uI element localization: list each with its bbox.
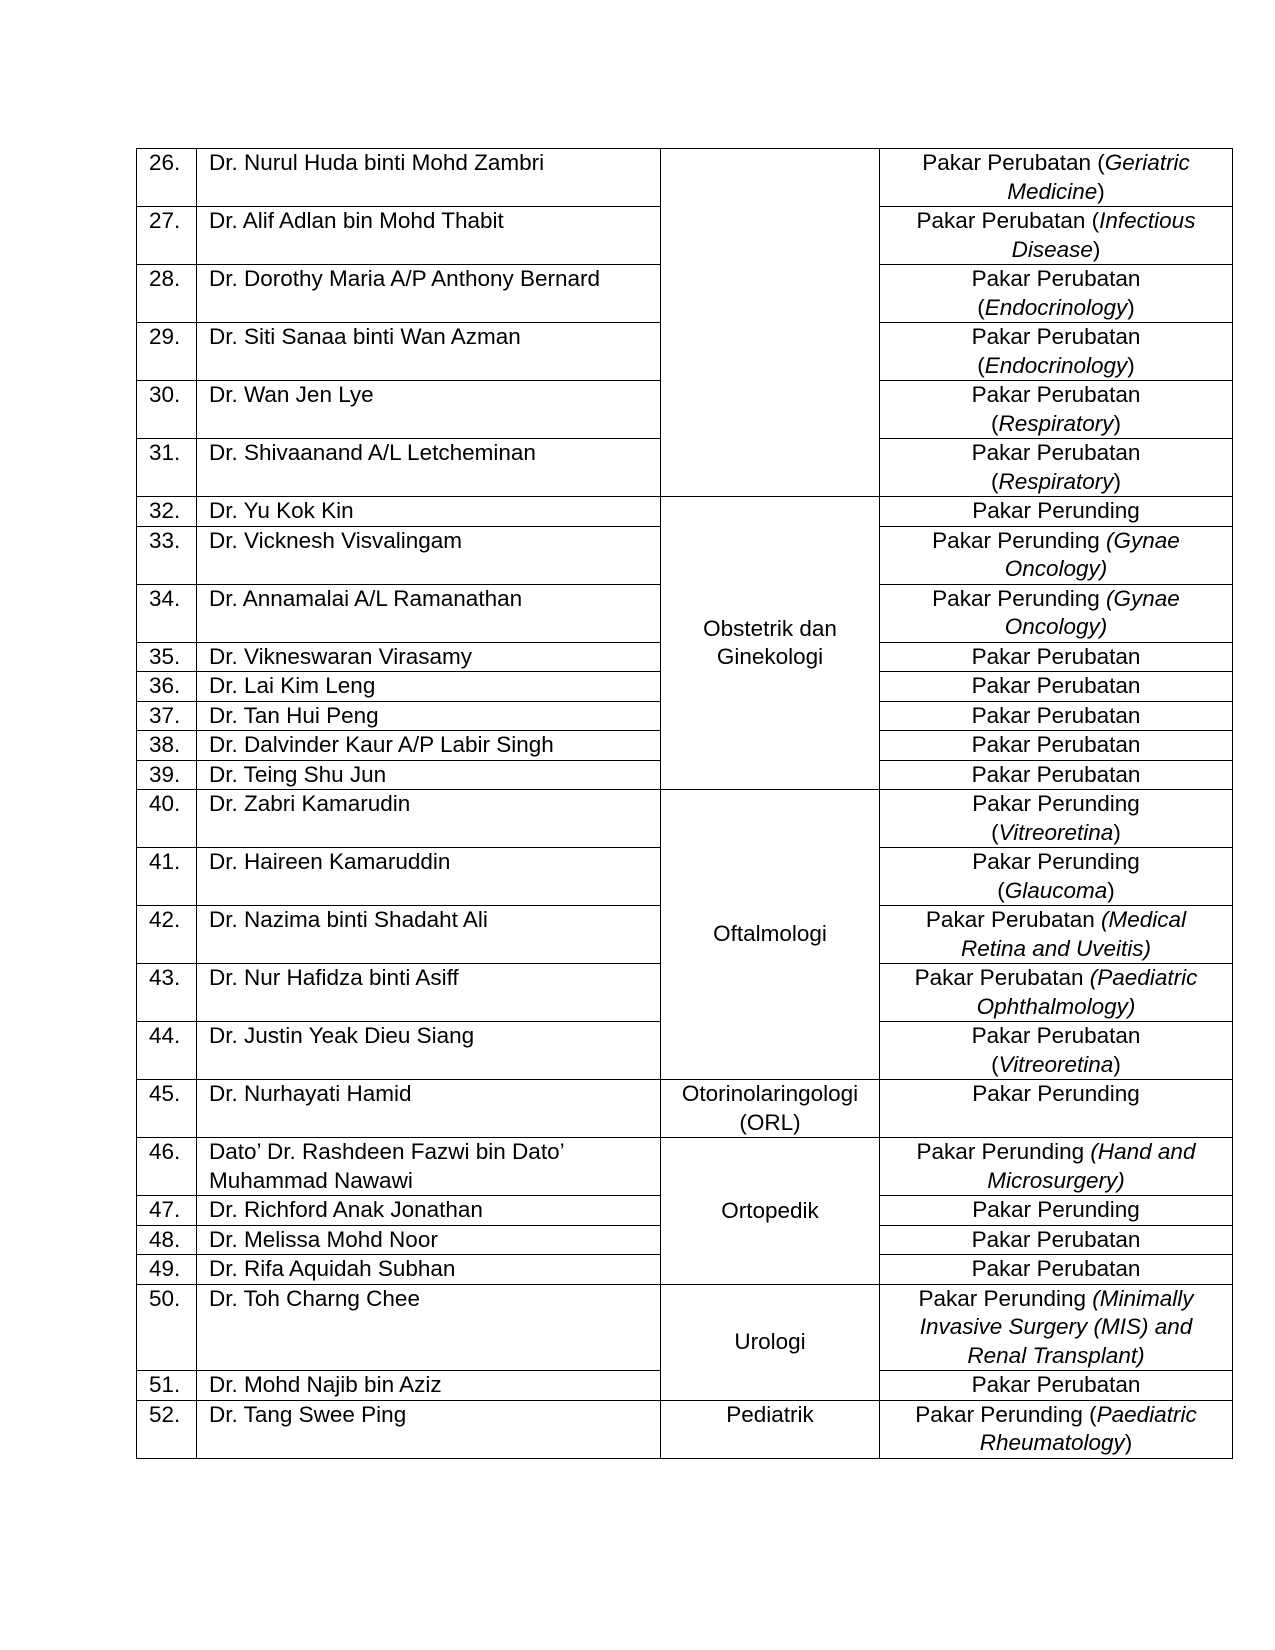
position-cell bbox=[880, 1080, 1233, 1138]
position-line bbox=[884, 236, 1228, 265]
position-cell bbox=[880, 381, 1233, 439]
doctor-name: Dr. Vikneswaran Virasamy bbox=[197, 642, 661, 672]
row-number: 39. bbox=[137, 760, 197, 790]
doctor-name: Dr. Tang Swee Ping bbox=[197, 1400, 661, 1458]
position-text: ( bbox=[991, 819, 999, 845]
row-number: 30. bbox=[137, 381, 197, 439]
subspecialty-text: Endocrinology bbox=[984, 352, 1128, 378]
position-cell bbox=[880, 731, 1233, 761]
position-text: Pakar Perubatan bbox=[971, 266, 1141, 291]
position-text: Pakar Perubatan bbox=[925, 907, 1102, 932]
position-text: Pakar Perunding bbox=[972, 498, 1140, 523]
subspecialty-text: Respiratory bbox=[998, 468, 1114, 494]
position-line bbox=[884, 468, 1228, 497]
specialist-table bbox=[136, 148, 1233, 1459]
row-number: 26. bbox=[137, 149, 197, 207]
subspecialty-text: Vitreoretina bbox=[998, 819, 1114, 845]
subspecialty-text: Medicine bbox=[1007, 178, 1098, 204]
position-line bbox=[884, 555, 1228, 584]
row-number: 27. bbox=[137, 207, 197, 265]
row-number: 44. bbox=[137, 1022, 197, 1080]
department-line: (ORL) bbox=[739, 1109, 801, 1135]
table-row bbox=[137, 1138, 1233, 1196]
department-line: Pediatrik bbox=[726, 1401, 814, 1427]
position-line bbox=[884, 672, 1228, 701]
position-cell bbox=[880, 497, 1233, 527]
position-line bbox=[884, 497, 1228, 526]
position-text: Pakar Perunding bbox=[972, 791, 1140, 816]
row-number: 45. bbox=[137, 1080, 197, 1138]
row-number: 43. bbox=[137, 964, 197, 1022]
doctor-name: Dr. Teing Shu Jun bbox=[197, 760, 661, 790]
doctor-name: Dr. Toh Charng Chee bbox=[197, 1284, 661, 1371]
subspecialty-text: Invasive Surgery (MIS) and bbox=[919, 1314, 1193, 1339]
department-cell bbox=[661, 1400, 880, 1458]
table-row bbox=[137, 790, 1233, 848]
position-line bbox=[884, 323, 1228, 352]
position-text: ) bbox=[1127, 294, 1135, 320]
position-text: Pakar Perubatan bbox=[971, 1023, 1141, 1048]
position-line bbox=[884, 1138, 1228, 1167]
position-line bbox=[884, 1196, 1228, 1225]
position-line bbox=[884, 585, 1228, 614]
position-text: ) bbox=[1097, 178, 1105, 204]
position-cell bbox=[880, 1371, 1233, 1401]
position-text: Pakar Perubatan bbox=[971, 382, 1141, 407]
position-cell bbox=[880, 906, 1233, 964]
subspecialty-text: Glaucoma bbox=[1004, 877, 1108, 903]
row-number: 42. bbox=[137, 906, 197, 964]
position-text: Pakar Perunding ( bbox=[915, 1401, 1097, 1427]
doctor-name: Dr. Yu Kok Kin bbox=[197, 497, 661, 527]
subspecialty-text: Endocrinology bbox=[984, 294, 1128, 320]
position-cell bbox=[880, 1196, 1233, 1226]
position-cell bbox=[880, 1400, 1233, 1458]
subspecialty-text: (Hand and bbox=[1090, 1139, 1196, 1164]
doctor-name: Dr. Mohd Najib bin Aziz bbox=[197, 1371, 661, 1401]
position-line bbox=[884, 1022, 1228, 1051]
table-row bbox=[137, 1400, 1233, 1458]
doctor-name: Dr. Siti Sanaa binti Wan Azman bbox=[197, 323, 661, 381]
position-text: ( bbox=[990, 468, 999, 494]
position-text: ( bbox=[997, 877, 1005, 903]
position-text: ) bbox=[1113, 468, 1122, 494]
position-cell bbox=[880, 265, 1233, 323]
table-row bbox=[137, 149, 1233, 207]
position-cell bbox=[880, 790, 1233, 848]
position-text: Pakar Perunding bbox=[972, 1081, 1140, 1106]
doctor-name: Dr. Annamalai A/L Ramanathan bbox=[197, 584, 661, 642]
position-cell bbox=[880, 1255, 1233, 1285]
doctor-name: Dr. Rifa Aquidah Subhan bbox=[197, 1255, 661, 1285]
department-line: Urologi bbox=[734, 1328, 806, 1354]
position-cell bbox=[880, 760, 1233, 790]
position-text: Pakar Perunding bbox=[932, 527, 1107, 553]
position-line bbox=[884, 381, 1228, 410]
row-number: 28. bbox=[137, 265, 197, 323]
position-text: Pakar Perunding bbox=[972, 1197, 1140, 1222]
position-line bbox=[884, 731, 1228, 760]
position-line bbox=[884, 1342, 1228, 1371]
row-number: 49. bbox=[137, 1255, 197, 1285]
position-text: Pakar Perubatan bbox=[971, 1256, 1141, 1281]
row-number: 33. bbox=[137, 526, 197, 584]
department-line: Obstetrik dan bbox=[703, 615, 837, 641]
position-line bbox=[884, 819, 1228, 848]
position-line bbox=[884, 1313, 1228, 1342]
position-text: Pakar Perunding bbox=[916, 1139, 1091, 1164]
doctor-name: Dr. Alif Adlan bin Mohd Thabit bbox=[197, 207, 661, 265]
position-text: Pakar Perubatan bbox=[971, 1372, 1141, 1397]
position-cell bbox=[880, 701, 1233, 731]
position-text: Pakar Perubatan bbox=[971, 643, 1141, 669]
position-cell bbox=[880, 1284, 1233, 1371]
position-line bbox=[884, 1285, 1228, 1314]
position-line bbox=[884, 1255, 1228, 1284]
subspecialty-text: Geriatric bbox=[1104, 150, 1190, 175]
position-text: ( bbox=[991, 1051, 999, 1077]
position-line bbox=[884, 848, 1228, 877]
position-line bbox=[884, 613, 1228, 642]
position-text: Pakar Perubatan bbox=[971, 673, 1141, 698]
position-cell bbox=[880, 323, 1233, 381]
row-number: 38. bbox=[137, 731, 197, 761]
subspecialty-text: Microsurgery) bbox=[987, 1167, 1125, 1193]
position-line bbox=[884, 906, 1228, 935]
row-number: 52. bbox=[137, 1400, 197, 1458]
position-text: Pakar Perubatan bbox=[914, 965, 1090, 990]
position-text: ) bbox=[1113, 819, 1121, 845]
doctor-name: Dr. Justin Yeak Dieu Siang bbox=[197, 1022, 661, 1080]
doctor-name: Dr. Richford Anak Jonathan bbox=[197, 1196, 661, 1226]
department-cell bbox=[661, 1284, 880, 1400]
row-number: 46. bbox=[137, 1138, 197, 1196]
position-text: Pakar Perunding bbox=[972, 849, 1140, 874]
position-text: ) bbox=[1124, 1430, 1133, 1455]
department-cell bbox=[661, 497, 880, 790]
department-cell bbox=[661, 1138, 880, 1285]
subspecialty-text: Retina and Uveitis) bbox=[960, 935, 1152, 961]
subspecialty-text: Ophthalmology) bbox=[976, 993, 1136, 1019]
subspecialty-text: Vitreoretina bbox=[998, 1051, 1114, 1077]
subspecialty-text: Oncology) bbox=[1004, 614, 1108, 639]
doctor-name: Dr. Vicknesh Visvalingam bbox=[197, 526, 661, 584]
department-cell bbox=[661, 1080, 880, 1138]
position-text: ) bbox=[1107, 877, 1115, 903]
row-number: 47. bbox=[137, 1196, 197, 1226]
position-line bbox=[884, 761, 1228, 790]
doctor-name: Dr. Nurul Huda binti Mohd Zambri bbox=[197, 149, 661, 207]
doctor-name: Dr. Lai Kim Leng bbox=[197, 672, 661, 702]
row-number: 37. bbox=[137, 701, 197, 731]
position-line bbox=[884, 1167, 1228, 1196]
subspecialty-text: (Gynae bbox=[1106, 527, 1180, 553]
position-text: Pakar Perubatan ( bbox=[916, 208, 1100, 233]
position-text: ( bbox=[990, 410, 999, 436]
row-number: 50. bbox=[137, 1284, 197, 1371]
subspecialty-text: Disease bbox=[1011, 236, 1093, 262]
department-line: Ortopedik bbox=[721, 1197, 819, 1223]
position-text: ) bbox=[1113, 1051, 1121, 1077]
position-line bbox=[884, 877, 1228, 906]
position-line bbox=[884, 352, 1228, 381]
position-cell bbox=[880, 1138, 1233, 1196]
subspecialty-text: Paediatric bbox=[1096, 1401, 1197, 1427]
row-number: 35. bbox=[137, 642, 197, 672]
department-cell bbox=[661, 149, 880, 497]
position-text: ) bbox=[1113, 410, 1122, 436]
row-number: 40. bbox=[137, 790, 197, 848]
row-number: 48. bbox=[137, 1225, 197, 1255]
position-cell bbox=[880, 1022, 1233, 1080]
row-number: 41. bbox=[137, 848, 197, 906]
position-line bbox=[884, 265, 1228, 294]
position-line bbox=[884, 410, 1228, 439]
doctor-name: Dato’ Dr. Rashdeen Fazwi bin Dato’ Muhammad Nawawi bbox=[197, 1138, 661, 1196]
position-line bbox=[884, 207, 1228, 236]
position-text: ( bbox=[977, 294, 985, 320]
subspecialty-text: Oncology) bbox=[1004, 556, 1108, 581]
position-line bbox=[884, 149, 1228, 178]
position-line bbox=[884, 294, 1228, 323]
row-number: 36. bbox=[137, 672, 197, 702]
position-line bbox=[884, 1226, 1228, 1255]
position-text: Pakar Perunding bbox=[918, 1285, 1093, 1311]
doctor-name: Dr. Tan Hui Peng bbox=[197, 701, 661, 731]
position-line bbox=[884, 964, 1228, 993]
position-line bbox=[884, 993, 1228, 1022]
subspecialty-text: Infectious bbox=[1099, 208, 1196, 233]
position-cell bbox=[880, 848, 1233, 906]
position-text: Pakar Perunding bbox=[932, 585, 1107, 611]
position-cell bbox=[880, 526, 1233, 584]
table-body bbox=[137, 149, 1233, 1459]
position-line bbox=[884, 439, 1228, 468]
position-text: ) bbox=[1127, 352, 1135, 378]
row-number: 29. bbox=[137, 323, 197, 381]
subspecialty-text: (Medical bbox=[1101, 907, 1187, 932]
position-cell bbox=[880, 584, 1233, 642]
position-cell bbox=[880, 149, 1233, 207]
position-cell bbox=[880, 642, 1233, 672]
doctor-name: Dr. Dorothy Maria A/P Anthony Bernard bbox=[197, 265, 661, 323]
department-line: Oftalmologi bbox=[713, 921, 827, 947]
position-text: ( bbox=[977, 352, 985, 378]
doctor-name: Dr. Shivaanand A/L Letcheminan bbox=[197, 439, 661, 497]
position-text: Pakar Perubatan ( bbox=[922, 150, 1105, 175]
position-line bbox=[884, 935, 1228, 964]
subspecialty-text: Respiratory bbox=[998, 410, 1114, 436]
doctor-name: Dr. Zabri Kamarudin bbox=[197, 790, 661, 848]
department-line: Ginekologi bbox=[716, 644, 824, 669]
position-cell bbox=[880, 964, 1233, 1022]
position-line bbox=[884, 527, 1228, 556]
table-row bbox=[137, 497, 1233, 527]
subspecialty-text: Rheumatology bbox=[979, 1430, 1125, 1455]
table-row bbox=[137, 1284, 1233, 1371]
row-number: 51. bbox=[137, 1371, 197, 1401]
doctor-name: Dr. Dalvinder Kaur A/P Labir Singh bbox=[197, 731, 661, 761]
position-line bbox=[884, 1051, 1228, 1080]
doctor-name: Dr. Haireen Kamaruddin bbox=[197, 848, 661, 906]
doctor-name: Dr. Wan Jen Lye bbox=[197, 381, 661, 439]
position-line bbox=[884, 1429, 1228, 1458]
position-cell bbox=[880, 672, 1233, 702]
doctor-name: Dr. Nazima binti Shadaht Ali bbox=[197, 906, 661, 964]
position-line bbox=[884, 1401, 1228, 1430]
department-cell bbox=[661, 790, 880, 1080]
position-line bbox=[884, 790, 1228, 819]
position-text: Pakar Perubatan bbox=[971, 1226, 1141, 1252]
subspecialty-text: Renal Transplant) bbox=[967, 1342, 1145, 1368]
row-number: 34. bbox=[137, 584, 197, 642]
doctor-name: Dr. Nurhayati Hamid bbox=[197, 1080, 661, 1138]
position-line bbox=[884, 702, 1228, 731]
doctor-name: Dr. Melissa Mohd Noor bbox=[197, 1225, 661, 1255]
position-text: Pakar Perubatan bbox=[971, 440, 1141, 465]
position-line bbox=[884, 1080, 1228, 1109]
department-line: Otorinolaringologi bbox=[681, 1081, 859, 1106]
subspecialty-text: (Minimally bbox=[1092, 1285, 1194, 1311]
row-number: 32. bbox=[137, 497, 197, 527]
position-line bbox=[884, 643, 1228, 672]
position-text: Pakar Perubatan bbox=[971, 324, 1141, 349]
subspecialty-text: (Paediatric bbox=[1089, 965, 1198, 990]
table-row bbox=[137, 1080, 1233, 1138]
row-number: 31. bbox=[137, 439, 197, 497]
position-line bbox=[884, 178, 1228, 207]
doctor-name: Dr. Nur Hafidza binti Asiff bbox=[197, 964, 661, 1022]
position-cell bbox=[880, 439, 1233, 497]
position-text: Pakar Perubatan bbox=[971, 702, 1141, 728]
position-cell bbox=[880, 1225, 1233, 1255]
position-cell bbox=[880, 207, 1233, 265]
position-text: Pakar Perubatan bbox=[971, 761, 1141, 787]
position-text: Pakar Perubatan bbox=[971, 732, 1141, 757]
position-line bbox=[884, 1371, 1228, 1400]
subspecialty-text: (Gynae bbox=[1106, 585, 1180, 611]
position-text: ) bbox=[1092, 236, 1101, 262]
